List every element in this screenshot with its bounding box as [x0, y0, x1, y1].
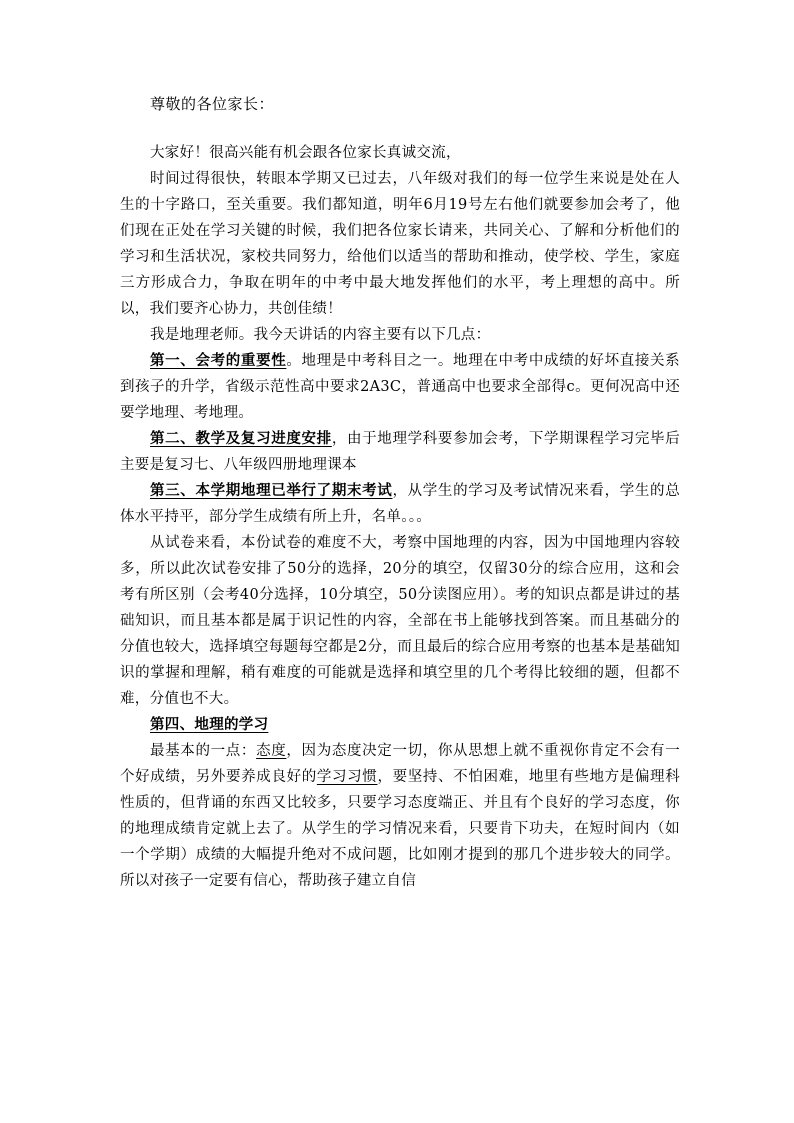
- point-3-paragraph: [120, 478, 680, 530]
- study-text-1: 最基本的一点：: [150, 743, 257, 759]
- point-3-heading: 第三、本学期地理已举行了期末考试: [150, 482, 393, 499]
- self-intro-paragraph: 我是地理老师。我今天讲话的内容主要有以下几点：: [150, 327, 491, 343]
- letter-body: [120, 140, 680, 894]
- study-text-3: ，要坚持、不怕困难，地里有些地方是偏理科性质的，但背诵的东西又比较多，只要学习态度端正、并且有个良好的学习态度，你的地理成绩肯定就上去了。从学生的学习情况来看，只要肯下功夫，在短时间内（如一个学期）成绩的大幅提升绝对不成问题，比如刚才提到的那几个进步较大的同学。所以对孩子一定要有信心，帮助孩子建立自信: [120, 769, 680, 889]
- study-text-2: ，因为态度决定一切，你从思想上就不重视你肯定不会有一个好成绩，另外要养成良好的: [120, 743, 680, 785]
- attitude-keyword: 态度: [256, 743, 287, 759]
- point-2-paragraph: [120, 426, 680, 478]
- point-4-paragraph: [120, 712, 680, 738]
- point-1-heading: 第一、会考的重要性: [150, 352, 287, 369]
- point-1-text: 。地理是中考科目之一。地理在中考中成绩的好坏直接关系到孩子的升学，省级示范性高中要求2A3C，普通高中也要求全部得c。更何况高中还要学地理、考地理。: [120, 353, 680, 421]
- study-paragraph: [120, 738, 680, 894]
- point-1-paragraph: [120, 348, 680, 426]
- greeting-paragraph: 大家好！很高兴能有机会跟各位家长真诚交流，: [150, 145, 461, 161]
- point-4-heading: 第四、地理的学习: [150, 716, 269, 733]
- point-2-heading: 第二、教学及复习进度安排: [150, 430, 332, 447]
- habit-keyword: 学习习惯: [316, 769, 378, 785]
- exam-analysis-paragraph: 从试卷来看，本份试卷的难度不大，考察中国地理的内容，因为中国地理内容较多，所以此次试卷安排了50分的选择，20分的填空，仅留30分的综合应用，这和会考有所区别（会考40分选择，10分填空，50分读图应用）。考的知识点都是讲过的基础知识，而且基本都是属于识记性的内容，全部在书上能够找到答案。而且基础分的分值也较大，选择填空每题每空都是2分，而且最后的综合应用考察的也基本是基础知识的掌握和理解，稍有难度的可能就是选择和填空里的几个考得比较细的题，但都不难，分值也不大。: [120, 535, 680, 707]
- point-2-text: ，由于地理学科要参加会考，下学期课程学习完毕后主要是复习七、八年级四册地理课本: [120, 431, 680, 473]
- point-3-text: ，从学生的学习及考试情况来看，学生的总体水平持平，部分学生成绩有所上升，名单。。。: [120, 483, 680, 525]
- intro-paragraph: 时间过得很快，转眼本学期又已过去，八年级对我们的每一位学生来说是处在人生的十字路口，至关重要。我们都知道，明年6月19号左右他们就要参加会考了，他们现在正处在学习关键的时候，我们把各位家长请来，共同关心、了解和分析他们的学习和生活状况，家校共同努力，给他们以适当的帮助和推动，使学校、学生，家庭三方形成合力，争取在明年的中考中最大地发挥他们的水平，考上理想的高中。所以，我们要齐心协力，共创佳绩！: [120, 171, 680, 317]
- salutation: 尊敬的各位家长：: [150, 95, 275, 113]
